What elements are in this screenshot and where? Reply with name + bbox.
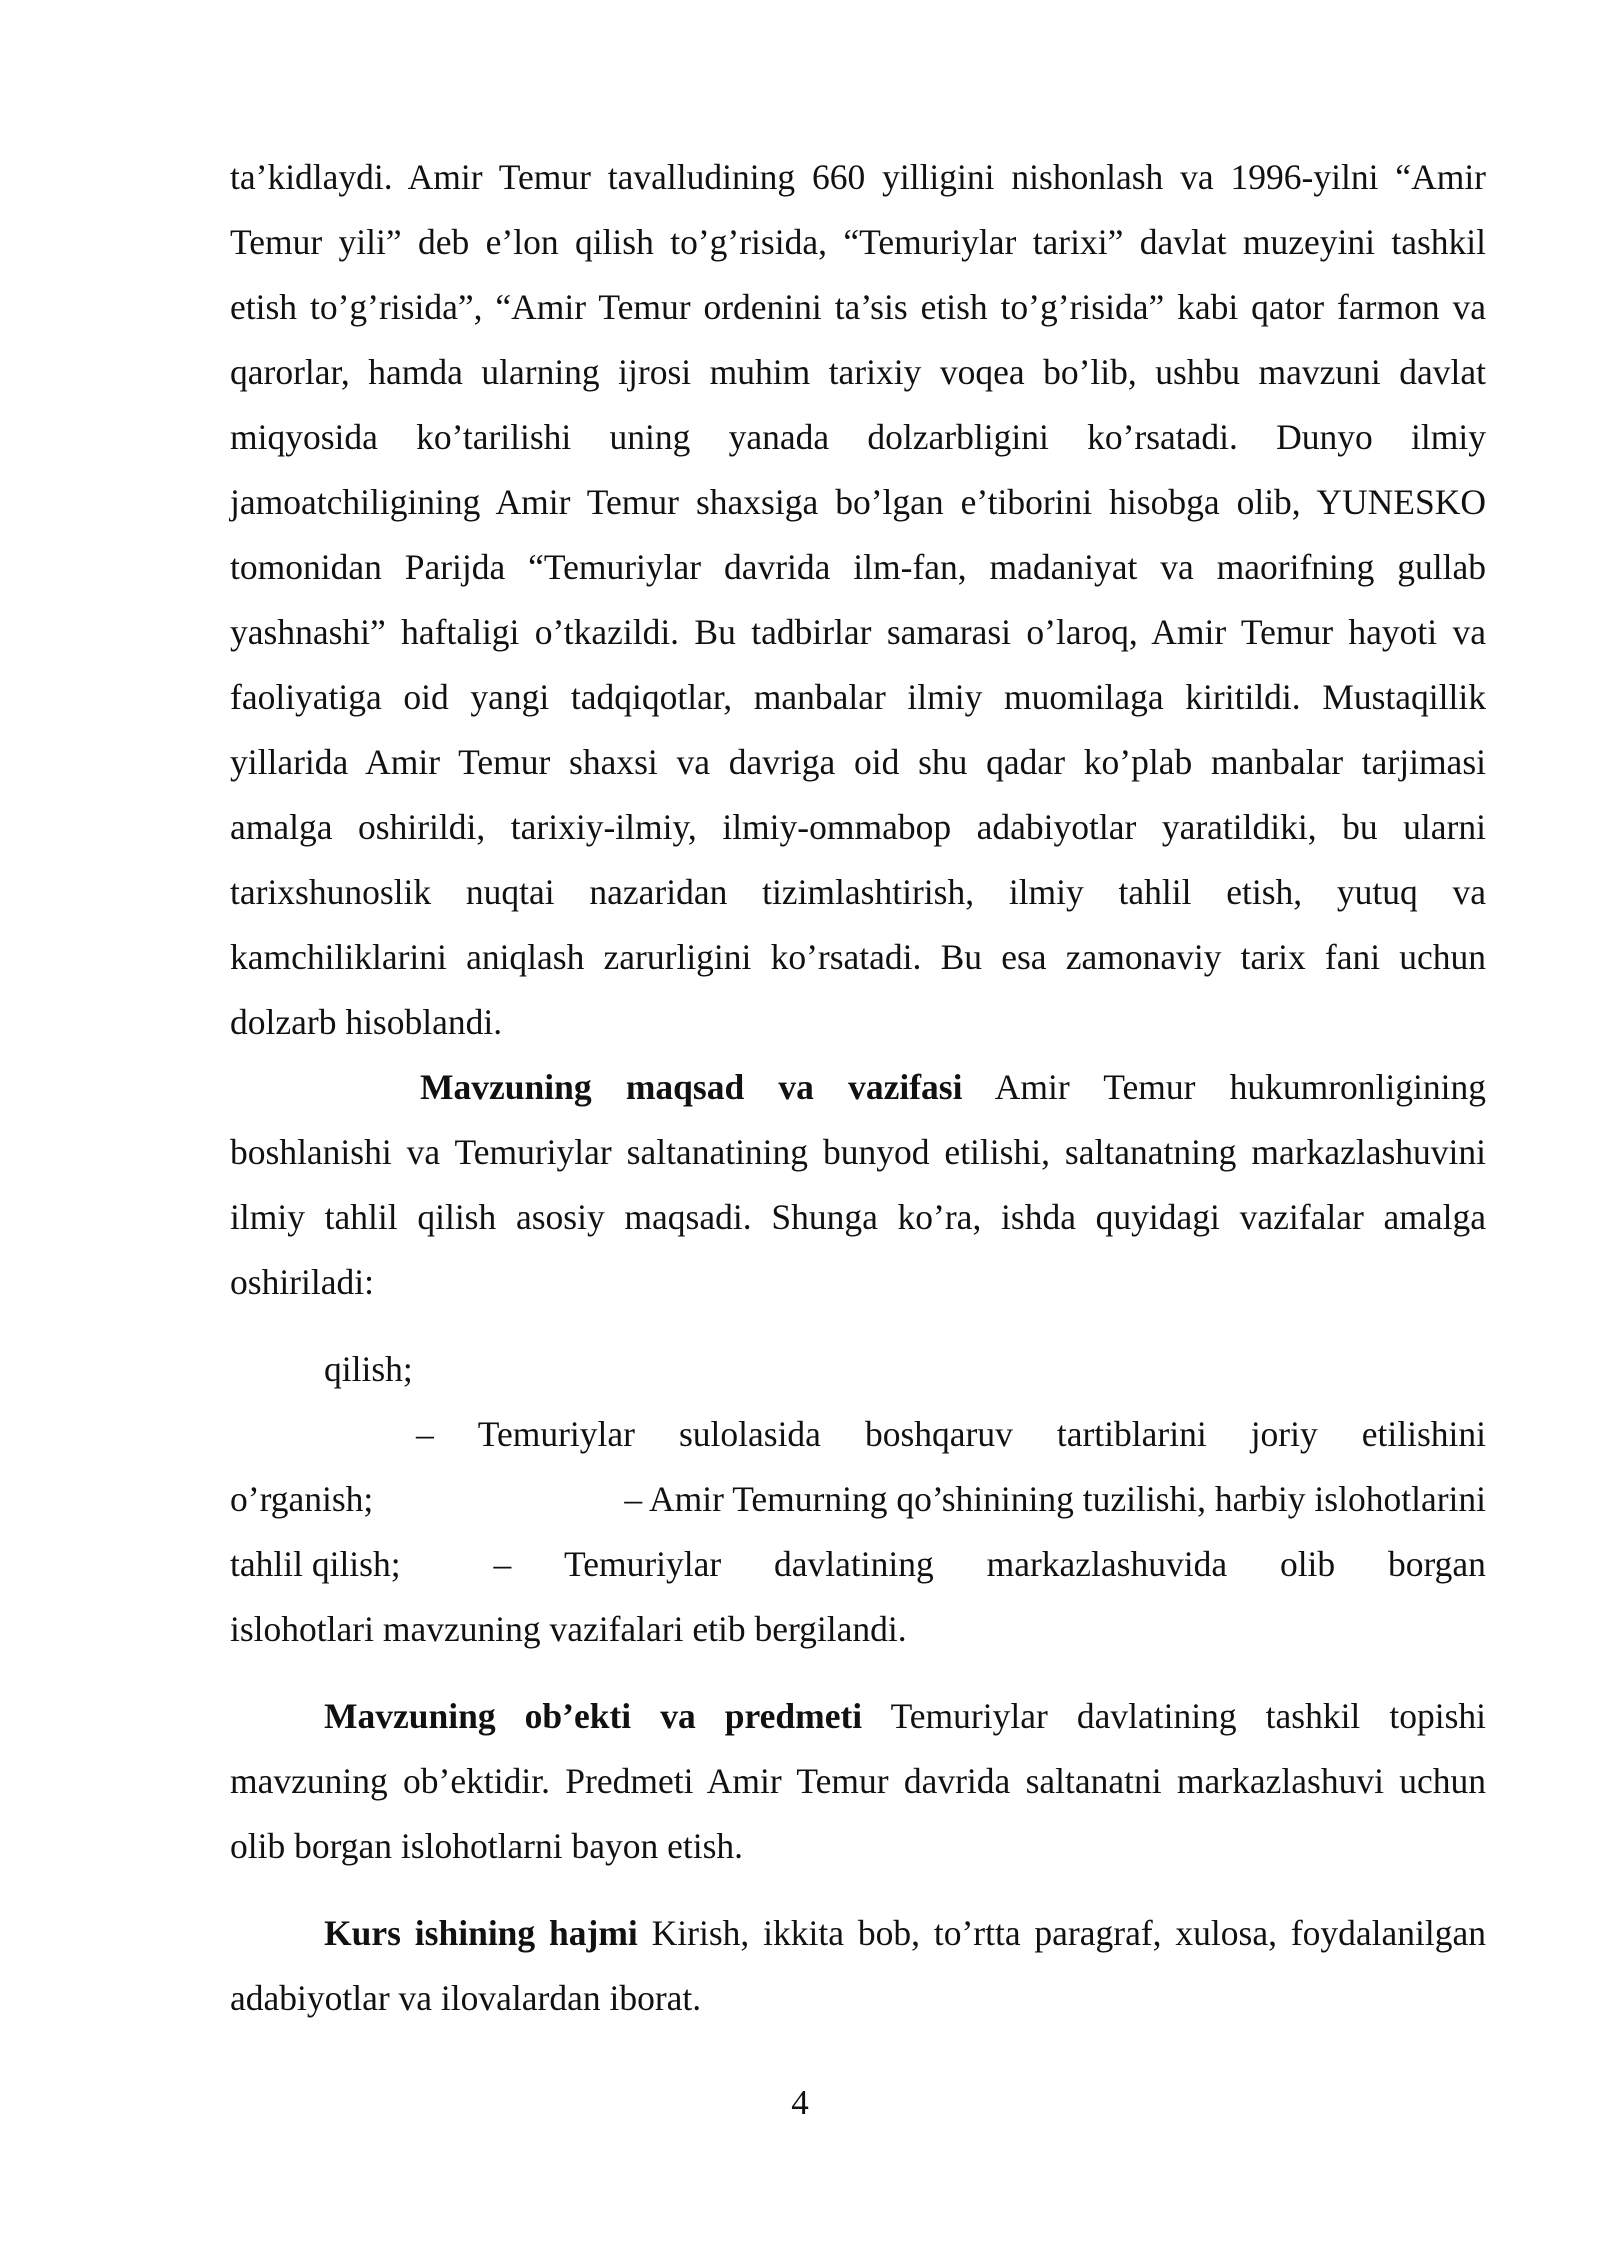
tasks-block <box>230 1402 1486 1662</box>
task-line-3 <box>230 1532 1486 1597</box>
task-word: sulolasida <box>678 1414 821 1454</box>
task-dash: – <box>416 1414 434 1454</box>
goal-paragraph <box>230 1055 1486 1315</box>
task-word: Temuriylar <box>477 1414 635 1454</box>
task-text: – Amir Temurning qo’shinining tuzilishi, harbiy islohotlarini <box>624 1479 1486 1519</box>
task-end-line: islohotlari mavzuning vazifalari etib bergilandi. <box>230 1609 907 1649</box>
task-word: boshqaruv <box>864 1414 1013 1454</box>
task-word: – <box>493 1544 512 1584</box>
task-word: tartiblarini <box>1056 1414 1207 1454</box>
page-number: 4 <box>791 2083 809 2122</box>
object-text: Temuriylar davlatining tashkil topishi mavzuning ob’ektidir. Predmeti Amir Temur davrida saltanatni markazlashuvi uchun olib borgan islohotlarni bayon etish. <box>230 1696 1487 1866</box>
task-line-2 <box>230 1467 1486 1532</box>
task-word: etilishini <box>1361 1414 1486 1454</box>
intro-paragraph: ta’kidlaydi. Amir Temur tavalludining 660 yilligini nishonlash va 1996-yilni “Amir Temur yili” deb e’lon qilish to’g’risida, “Temuriylar tarixi” davlat muzeyini tashkil etish to’g’risida”, “Amir Temur ordenini ta’sis etish to’g’risida” kabi qator farmon va qarorlar, hamda ularning ijrosi muhim tarixiy voqea bo’lib, ushbu mavzuni davlat miqyosida ko’tarilishi uning yanada dolzarbligini ko’rsatadi. Dunyo ilmiy jamoatchiligining Amir Temur shaxsiga bo’lgan e’tiborini hisobga olib, YUNESKO tomonidan Parijda “Temuriylar davrida ilm-fan, madaniyat va maorifning gullab yashnashi” haftaligi o’tkazildi. Bu tadbirlar samarasi o’laroq, Amir Temur hayoti va faoliyatiga oid yangi tadqiqotlar, manbalar ilmiy muomilaga kiritildi. Mustaqillik yillarida Amir Temur shaxsi va davriga oid shu qadar ko’plab manbalar tarjimasi amalga oshirildi, tarixiy-ilmiy, ilmiy-ommabop adabiyotlar yaratildiki, bu ularni tarixshunoslik nuqtai nazaridan tizimlashtirish, ilmiy tahlil etish, yutuq va kamchiliklarini aniqlash zarurligini ko’rsatadi. Bu esa zamonaviy tarix fani uchun dolzarb hisoblandi. <box>230 157 1486 1042</box>
task-word: davlatining <box>774 1544 934 1584</box>
task-prefix: tahlil qilish; <box>230 1544 401 1584</box>
task-word: joriy <box>1250 1414 1318 1454</box>
task-prefix: o’rganish; <box>230 1479 374 1519</box>
volume-paragraph <box>230 1901 1486 2031</box>
task-word: markazlashuvida <box>986 1544 1228 1584</box>
document-page <box>230 145 1486 2031</box>
goal-text: Amir Temur hukumronligining boshlanishi va Temuriylar saltanatining bunyod etilishi, saltanatning markazlashuvini ilmiy tahlil qilish asosiy maqsadi. Shunga ko’ra, ishda quyidagi vazifalar amalga oshiriladi: <box>230 1067 1486 1302</box>
goal-heading: Mavzuning maqsad va vazifasi <box>420 1067 963 1107</box>
task-word: borgan <box>1388 1544 1486 1584</box>
task-line-1 <box>230 1402 1486 1467</box>
qilish-line: qilish; <box>324 1349 413 1389</box>
task-word: Temuriylar <box>564 1544 722 1584</box>
object-paragraph <box>230 1684 1486 1879</box>
volume-heading: Kurs ishining hajmi <box>324 1913 638 1953</box>
task-word: olib <box>1279 1544 1336 1584</box>
object-heading: Mavzuning ob’ekti va predmeti <box>324 1696 863 1736</box>
volume-text: Kirish, ikkita bob, to’rtta paragraf, xulosa, foydalanilgan adabiyotlar va ilovalardan iborat. <box>230 1913 1486 2018</box>
